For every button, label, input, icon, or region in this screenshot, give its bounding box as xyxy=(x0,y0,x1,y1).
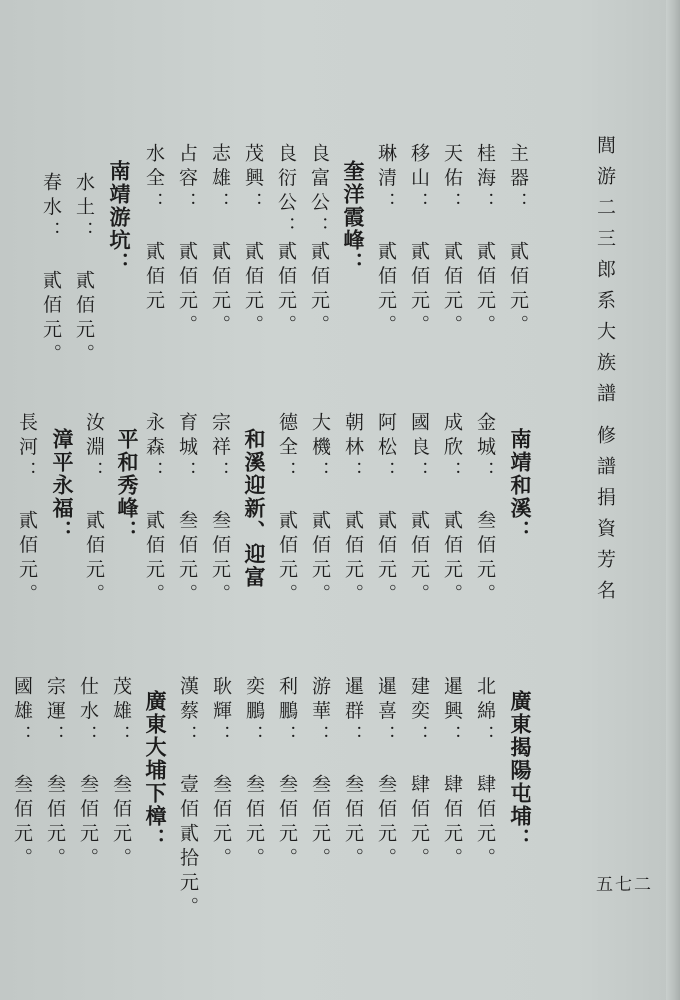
donor-entry: 永森： 貳佰元。 xyxy=(143,412,165,608)
donor-entry: 移山： 貳佰元。 xyxy=(408,143,430,339)
donor-entry: 水全： 貳佰元 xyxy=(143,143,165,315)
donor-entry: 阿松： 貳佰元。 xyxy=(375,412,397,608)
donor-entry: 游華： 叁佰元。 xyxy=(309,676,331,872)
region-heading: 廣東揭陽屯埔： xyxy=(508,690,532,851)
donor-entry: 成欣： 貳佰元。 xyxy=(441,412,463,608)
book-title: 閭游二三郎系大族譜 xyxy=(594,135,616,414)
donor-entry: 耿輝： 叁佰元。 xyxy=(210,676,232,872)
region-heading: 平和秀峰： xyxy=(115,428,139,543)
donor-entry: 大機： 貳佰元。 xyxy=(309,412,331,608)
donor-entry: 宗祥： 叁佰元。 xyxy=(209,412,231,608)
donor-entry: 天佑： 貳佰元。 xyxy=(441,143,463,339)
region-heading: 南靖游坑： xyxy=(107,160,131,275)
section-title: 修譜捐資芳名 xyxy=(594,425,616,611)
donor-entry: 北綿： 肆佰元。 xyxy=(474,676,496,872)
donor-entry: 占容： 貳佰元。 xyxy=(176,143,198,339)
donor-entry: 漢蔡： 壹佰貳拾元。 xyxy=(177,676,199,921)
donor-entry: 暹興： 肆佰元。 xyxy=(441,676,463,872)
donor-entry: 奕鵬： 叁佰元。 xyxy=(243,676,265,872)
donor-entry: 良衍公：貳佰元。 xyxy=(275,143,297,339)
donor-entry: 琳清： 貳佰元。 xyxy=(375,143,397,339)
region-heading: 廣東大埔下樟： xyxy=(143,690,167,851)
donor-entry: 利鵬： 叁佰元。 xyxy=(276,676,298,872)
donor-entry: 志雄： 貳佰元。 xyxy=(209,143,231,339)
donor-entry: 主器： 貳佰元。 xyxy=(507,143,529,339)
donor-entry: 暹群： 叁佰元。 xyxy=(342,676,364,872)
donor-entry: 茂興： 貳佰元。 xyxy=(242,143,264,339)
region-heading: 南靖和溪： xyxy=(508,428,532,543)
donor-entry: 育城： 叁佰元。 xyxy=(176,412,198,608)
donor-entry: 國雄： 叁佰元。 xyxy=(11,676,33,872)
donor-entry: 水土： 貳佰元。 xyxy=(73,172,95,368)
donor-entry: 國良： 貳佰元。 xyxy=(408,412,430,608)
donor-entry: 宗運： 叁佰元。 xyxy=(44,676,66,872)
region-heading: 漳平永福： xyxy=(50,428,74,543)
region-heading: 和溪迎新、迎富 xyxy=(242,428,266,589)
page-edge xyxy=(666,0,680,1000)
donor-entry: 仕水： 叁佰元。 xyxy=(77,676,99,872)
donor-entry: 金城： 叁佰元。 xyxy=(474,412,496,608)
donor-entry: 春水： 貳佰元。 xyxy=(40,172,62,368)
region-heading: 奎洋霞峰： xyxy=(341,160,365,275)
donor-entry: 茂雄： 叁佰元。 xyxy=(110,676,132,872)
donor-entry: 暹喜： 叁佰元。 xyxy=(375,676,397,872)
donor-entry: 建奕： 肆佰元。 xyxy=(408,676,430,872)
donor-entry: 良富公：貳佰元。 xyxy=(308,143,330,339)
donor-entry: 德全： 貳佰元。 xyxy=(276,412,298,608)
donor-entry: 桂海： 貳佰元。 xyxy=(474,143,496,339)
page-number: 五七二 xyxy=(596,875,653,895)
donor-entry: 長河： 貳佰元。 xyxy=(16,412,38,608)
donor-entry: 朝林： 貳佰元。 xyxy=(342,412,364,608)
donor-entry: 汝淵： 貳佰元。 xyxy=(83,412,105,608)
